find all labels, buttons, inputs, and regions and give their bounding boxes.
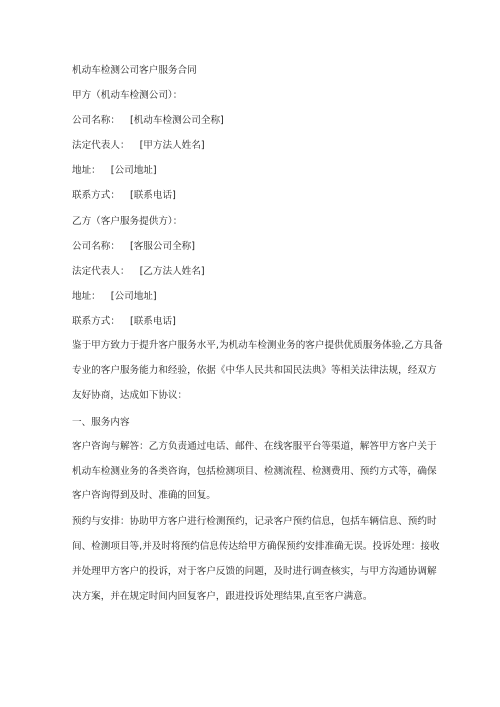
party-b-rep-value: [乙方法人姓名] [139,265,205,277]
paragraph-line: 并处理甲方客户的投诉，对于客户反馈的问题，及时进行调查核实，与甲方沟通协调解 [72,566,437,578]
party-b-company-value: [客服公司全称] [129,240,196,252]
consultation-paragraph [72,435,444,509]
party-a-rep [72,139,444,152]
preamble-line: 鉴于甲方致力于提升客户服务水平,为机动车检测业务的客户提供优质服务体验,乙方具备 [72,340,443,352]
booking-complaint-paragraph [72,510,444,609]
party-b-rep-label: 法定代表人： [72,265,130,277]
party-b-company-label: 公司名称： [72,240,120,252]
paragraph-line: 客户咨询与解答：乙方负责通过电话、邮件、在线客服平台等渠道，解答甲方客户关于 [72,440,437,452]
party-b-address-value: [公司地址] [110,290,157,302]
party-a-address-value: [公司地址] [110,165,157,177]
preamble-line: 友好协商，达成如下协议： [72,389,188,401]
party-a-company-value: [机动车检测公司全称] [129,115,224,127]
party-a-contact-label: 联系方式： [72,190,120,202]
contract-body [72,64,444,617]
party-a-company [72,114,444,127]
party-a-company-label: 公司名称： [72,115,120,127]
section-1-heading: 一、服务内容 [72,416,130,428]
preamble-line: 专业的客户服务能力和经验，依据《中华人民共和国民法典》等相关法律法规，经双方 [72,364,437,376]
party-b-company [72,240,444,253]
party-a-contact-value: [联系电话] [129,190,176,202]
party-a-address [72,164,444,177]
party-b-rep [72,265,444,278]
paragraph-line: 间、检测项目等,并及时将预约信息传达给甲方确保预约安排准确无误。投诉处理：接收 [72,541,440,553]
paragraph-line: 机动车检测业务的各类咨询，包括检测项目、检测流程、检测费用、预约方式等，确保 [72,465,437,477]
party-a-rep-label: 法定代表人： [72,140,130,152]
paragraph-line: 决方案，并在规定时间内回复客户，跟进投诉处理结果,直至客户满意。 [72,590,373,602]
party-a-rep-value: [甲方法人姓名] [139,140,205,152]
preamble-paragraph [72,334,444,408]
party-b-heading: 乙方（客户服务提供方）： [72,215,183,227]
paragraph-line: 预约与安排：协助甲方客户进行检测预约，记录客户预约信息，包括车辆信息、预约时 [72,516,437,528]
party-b-address-label: 地址： [72,290,101,302]
party-a-address-label: 地址： [72,165,101,177]
paragraph-line: 客户咨询得到及时、准确的回复。 [72,490,216,502]
party-b-address [72,290,444,303]
party-b-contact-label: 联系方式： [72,315,120,327]
party-b-contact-value: [联系电话] [129,315,176,327]
party-b-contact [72,315,444,328]
contract-title: 机动车检测公司客户服务合同 [72,65,197,76]
party-a-contact [72,189,444,202]
party-a-heading: 甲方（机动车检测公司）： [72,90,183,102]
